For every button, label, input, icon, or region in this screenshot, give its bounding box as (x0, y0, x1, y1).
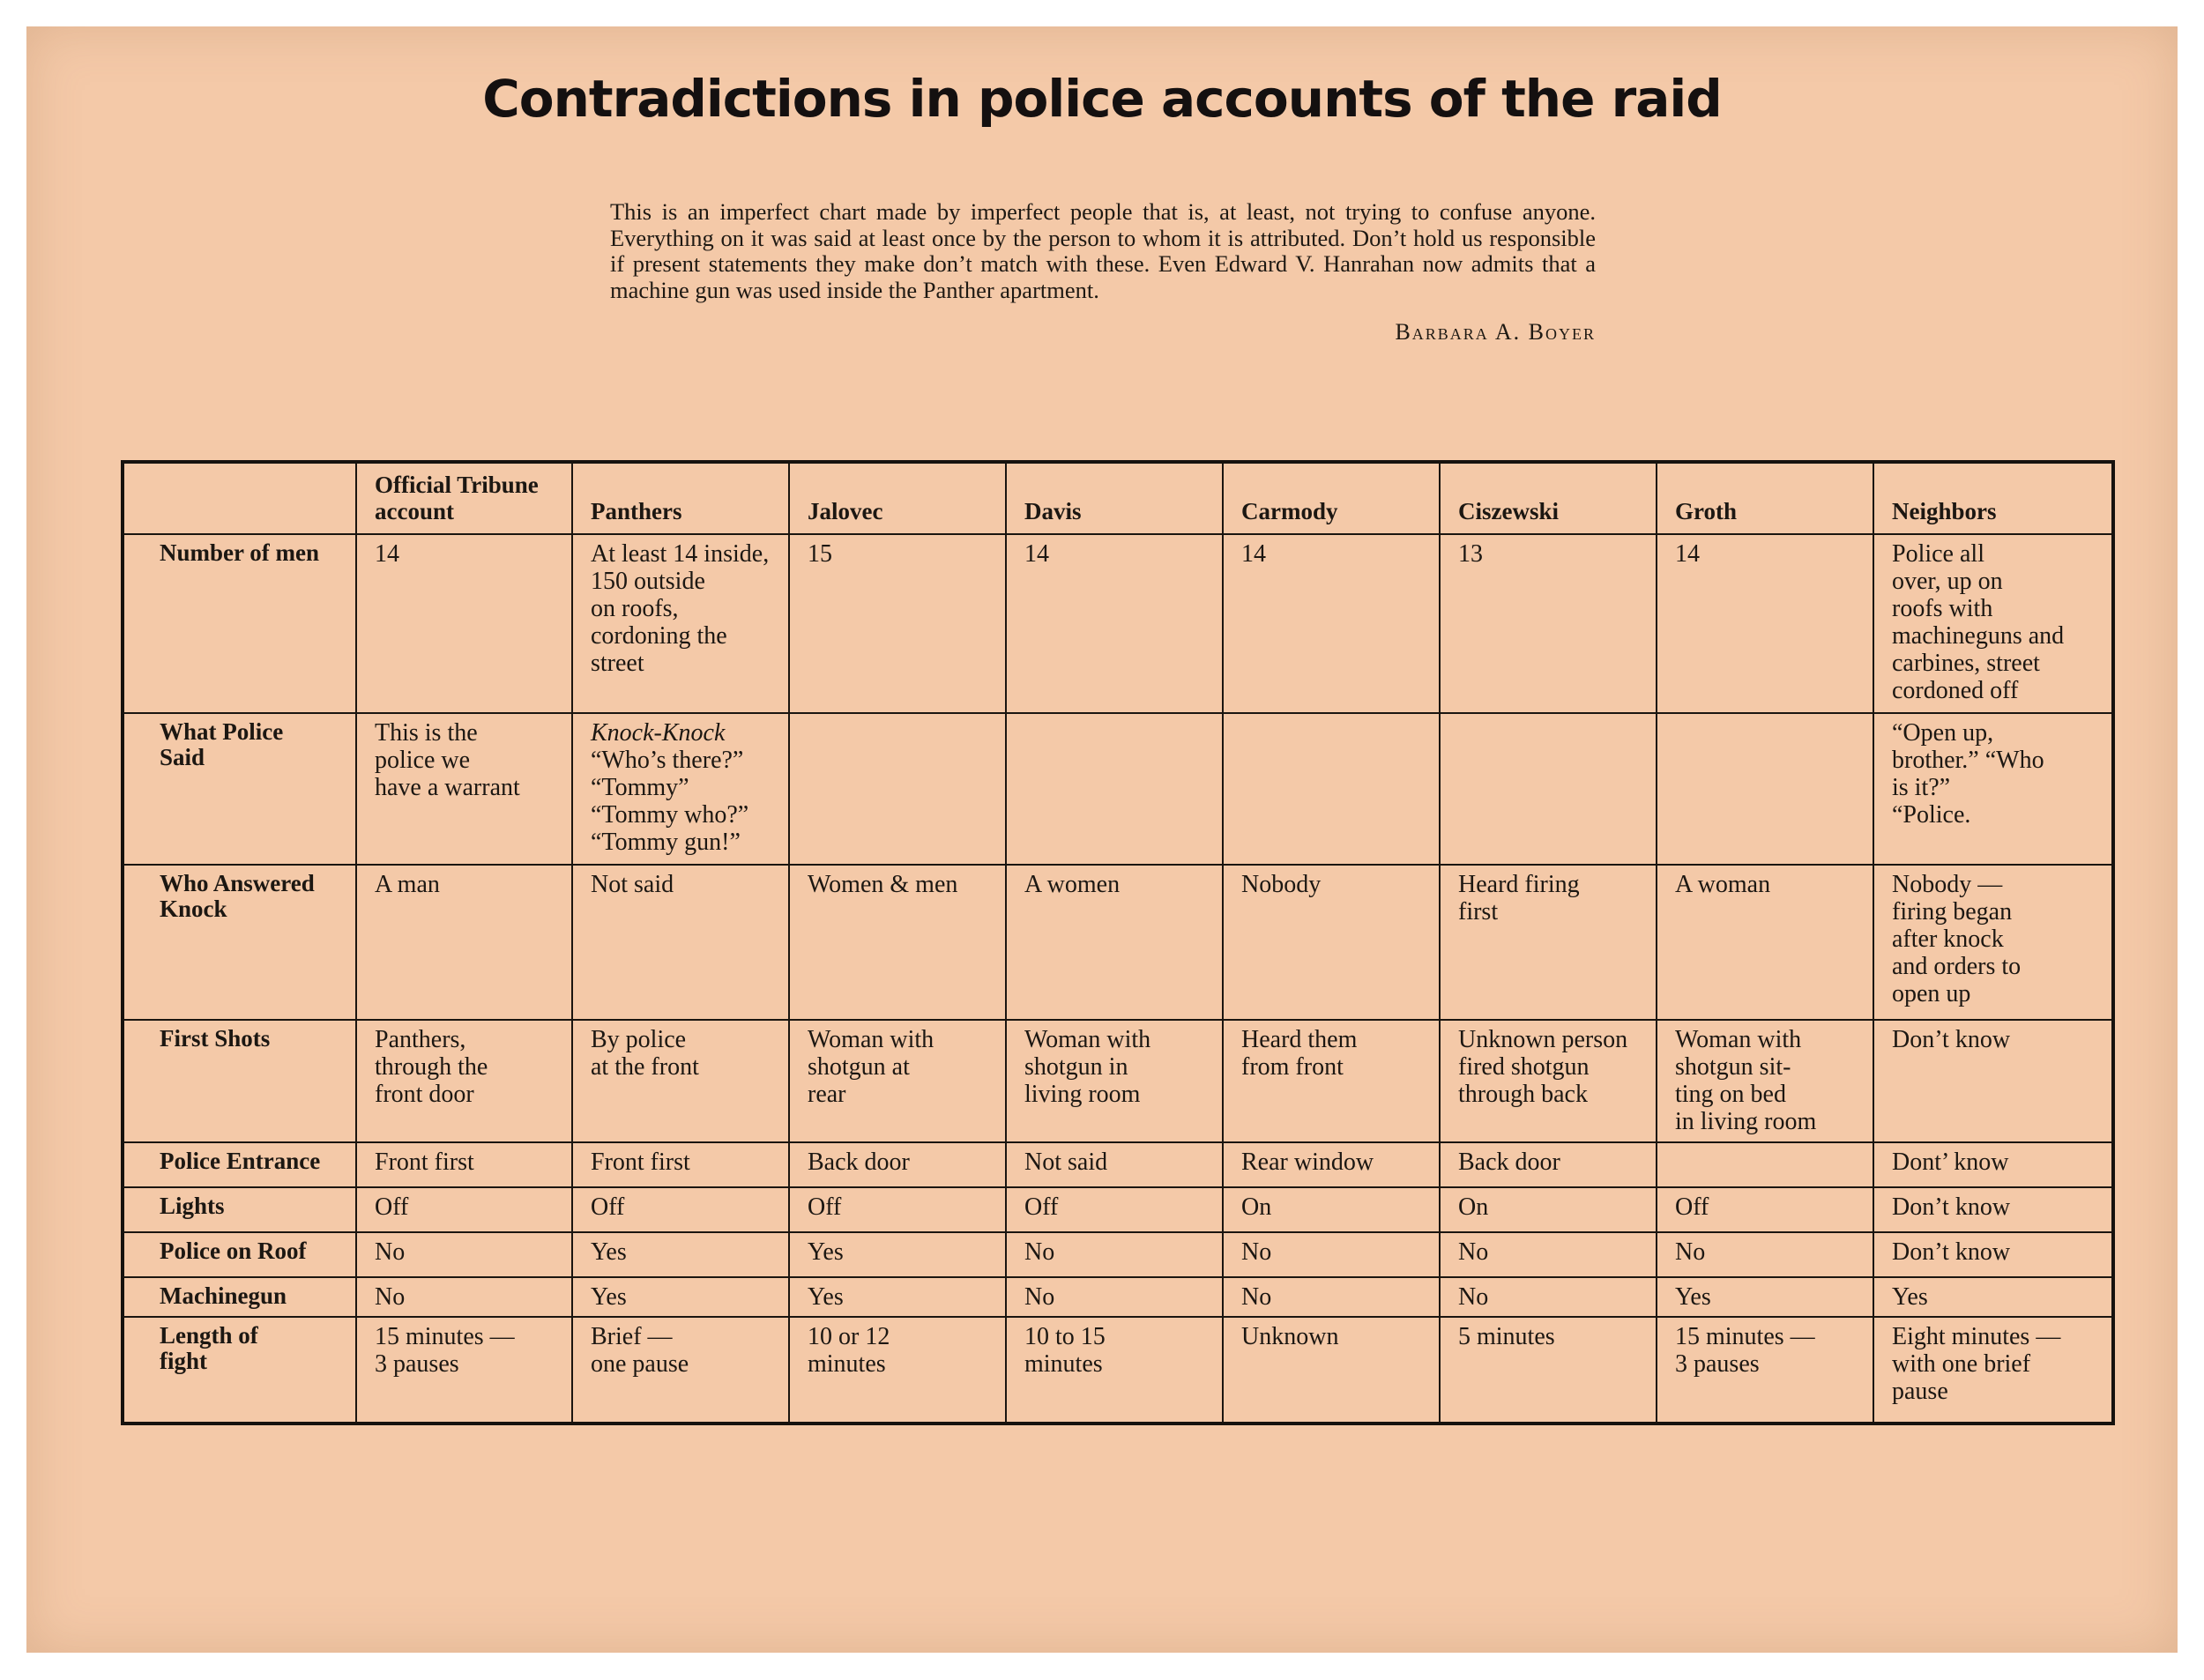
table-cell (1657, 1020, 1873, 1142)
table-cell (356, 1020, 572, 1142)
cell-text-line: On (1458, 1193, 1489, 1221)
cell-text-line: front door (375, 1080, 474, 1108)
cell-text-line: Off (808, 1193, 842, 1221)
cell-text-line: 150 outside (591, 568, 705, 595)
cell-text-line: pause (1892, 1378, 1948, 1406)
cell-text-line: What Police (160, 717, 284, 745)
cell-text-line: ting on bed (1675, 1080, 1786, 1108)
row-header (123, 1317, 356, 1424)
cell-text-line: 13 (1458, 540, 1483, 568)
table-cell (1223, 1142, 1440, 1187)
cell-text-line: Panthers, (375, 1025, 466, 1053)
table-cell (1006, 1020, 1223, 1142)
cell-text-line: Number of men (160, 539, 319, 566)
cell-text-line: Length of (160, 1322, 258, 1349)
cell-text-line: 5 minutes (1458, 1323, 1555, 1351)
table-cell (1006, 1232, 1223, 1277)
cell-text-line: No (1024, 1238, 1055, 1266)
table-cell (1440, 1187, 1657, 1232)
cell-text-line: A woman (1675, 870, 1771, 898)
table-cell (572, 1187, 789, 1232)
cell-text-line: No (1241, 1283, 1272, 1312)
table-cell (1657, 865, 1873, 1020)
cell-text-line: over, up on (1892, 568, 2003, 595)
table-cell (1873, 534, 2113, 713)
cell-text-line: Woman with (1024, 1025, 1151, 1053)
table-cell (1873, 1142, 2113, 1187)
cell-text-line: shotgun at (808, 1052, 910, 1081)
cell-text-line: Front first (375, 1148, 474, 1176)
table-cell (1440, 1020, 1657, 1142)
table-row (123, 713, 2113, 865)
cell-text-line: is it?” (1892, 773, 1951, 801)
cell-text-line: Yes (1892, 1283, 1928, 1312)
cell-text-line: shotgun sit- (1675, 1052, 1791, 1081)
cell-text-line: have a warrant (375, 773, 520, 801)
table-cell (789, 534, 1006, 713)
cell-text-line: 14 (1675, 540, 1700, 568)
cell-text-line: Ciszewski (1458, 498, 1559, 524)
cell-text-line: minutes (1024, 1350, 1103, 1379)
table-cell (572, 865, 789, 1020)
cell-text-line: At least 14 inside, (591, 540, 770, 568)
cell-text-line: No (1024, 1283, 1055, 1312)
table-cell (789, 1277, 1006, 1317)
table-row (123, 865, 2113, 1020)
cell-text-line: 10 or 12 (808, 1323, 890, 1351)
cell-text-line: Groth (1675, 498, 1738, 524)
table-cell (572, 1232, 789, 1277)
table-cell (1873, 1187, 2113, 1232)
table-cell (1440, 1277, 1657, 1317)
table-cell (1223, 1232, 1440, 1277)
row-header (123, 1232, 356, 1277)
row-header (123, 1277, 356, 1317)
table-cell (1873, 865, 2113, 1020)
table-cell (1873, 1020, 2113, 1142)
table-cell (1223, 1020, 1440, 1142)
cell-text-line: roofs with (1892, 595, 1993, 622)
row-header (123, 1142, 356, 1187)
cell-text-line: through the (375, 1052, 488, 1081)
cell-text-line: from front (1241, 1052, 1344, 1081)
cell-text-line: Knock-Knock (591, 718, 726, 747)
table-cell (789, 1317, 1006, 1424)
cell-text-line: First Shots (160, 1024, 271, 1052)
cell-text-line: 3 pauses (375, 1350, 459, 1379)
cell-text-line: Woman with (808, 1025, 934, 1053)
cell-text-line: Neighbors (1892, 498, 1997, 524)
cell-text-line: No (1675, 1238, 1706, 1266)
cell-text-line: Unknown (1241, 1323, 1339, 1351)
cell-text-line: first (1458, 897, 1499, 925)
cell-text-line: Yes (808, 1238, 844, 1266)
table-cell (356, 1142, 572, 1187)
table-cell (1657, 1187, 1873, 1232)
row-header (123, 1020, 356, 1142)
table-cell (789, 713, 1006, 865)
table-cell (1006, 1142, 1223, 1187)
cell-text-line: No (1241, 1238, 1272, 1266)
table-cell (1223, 1317, 1440, 1424)
table-cell (1006, 713, 1223, 865)
table-cell (356, 865, 572, 1020)
cell-text-line: Yes (1675, 1283, 1711, 1312)
cell-text-line: Woman with (1675, 1025, 1802, 1053)
cell-text-line: This is the (375, 718, 478, 747)
table-cell (356, 1277, 572, 1317)
page-title: Contradictions in police accounts of the raid (482, 69, 1722, 129)
cell-text-line: Said (160, 743, 205, 770)
cell-text-line: brother.” “Who (1892, 746, 2044, 774)
cell-text-line: Dont’ know (1892, 1148, 2009, 1176)
column-header (1223, 462, 1440, 534)
cell-text-line: Eight minutes — (1892, 1323, 2061, 1351)
table-cell (789, 1142, 1006, 1187)
column-header (572, 462, 789, 534)
cell-text-line: minutes (808, 1350, 886, 1379)
table-cell (356, 1232, 572, 1277)
cell-text-line: Nobody (1241, 870, 1322, 898)
cell-text-line: Heard them (1241, 1025, 1358, 1053)
cell-text-line: shotgun in (1024, 1052, 1128, 1081)
cell-text-line: Don’t know (1892, 1193, 2011, 1221)
table-cell (1223, 534, 1440, 713)
table-cell (1873, 1277, 2113, 1317)
table-cell (356, 1317, 572, 1424)
row-header (123, 713, 356, 865)
cell-text-line: Rear window (1241, 1148, 1374, 1176)
cell-text-line: Back door (808, 1148, 910, 1176)
cell-text-line: Heard firing (1458, 870, 1580, 898)
cell-text-line: Off (1675, 1193, 1709, 1221)
cell-text-line: A man (375, 870, 440, 898)
cell-text-line: in living room (1675, 1107, 1817, 1135)
cell-text-line: with one brief (1892, 1350, 2031, 1379)
cell-text-line: Panthers (591, 498, 682, 524)
cell-text-line: “Open up, (1892, 718, 1994, 747)
cell-text-line: Official Tribune (375, 472, 539, 498)
column-header (1440, 462, 1657, 534)
table-cell (1006, 1187, 1223, 1232)
table-cell (1657, 1232, 1873, 1277)
table-row (123, 1187, 2113, 1232)
author-byline: Barbara A. Boyer (1395, 319, 1596, 345)
cell-text-line: 15 (808, 540, 832, 568)
cell-text-line: Lights (160, 1192, 225, 1219)
column-header (1006, 462, 1223, 534)
table-cell (1440, 1232, 1657, 1277)
cell-text-line: Not said (1024, 1148, 1108, 1176)
cell-text-line: carbines, street (1892, 650, 2040, 677)
table-row (123, 1020, 2113, 1142)
cell-text-line: Police Entrance (160, 1147, 321, 1174)
row-header (123, 534, 356, 713)
table-cell (356, 1187, 572, 1232)
table-cell (1657, 1317, 1873, 1424)
cell-text-line: account (375, 498, 454, 524)
table-row (123, 1142, 2113, 1187)
table-cell (1657, 1277, 1873, 1317)
cell-text-line: Knock (160, 895, 227, 922)
header-row (123, 462, 2113, 534)
cell-text-line: rear (808, 1080, 846, 1108)
cell-text-line: “Police. (1892, 800, 1971, 829)
table-cell (572, 1020, 789, 1142)
cell-text-line: Off (1024, 1193, 1059, 1221)
cell-text-line: living room (1024, 1080, 1141, 1108)
table-body (123, 534, 2113, 1424)
cell-text-line: on roofs, (591, 595, 679, 622)
cell-text-line: Off (591, 1193, 625, 1221)
cell-text-line: cordoned off (1892, 677, 2019, 704)
table-cell (789, 865, 1006, 1020)
cell-text-line: Jalovec (808, 498, 883, 524)
table-cell (789, 1020, 1006, 1142)
cell-text-line: On (1241, 1193, 1272, 1221)
cell-text-line: Don’t know (1892, 1025, 2011, 1053)
cell-text-line: 15 minutes — (375, 1323, 515, 1351)
table-cell (1223, 865, 1440, 1020)
cell-text-line: Davis (1024, 498, 1082, 524)
cell-text-line: “Who’s there?” (591, 746, 744, 774)
cell-text-line: Machinegun (160, 1282, 287, 1310)
cell-text-line: 3 pauses (1675, 1350, 1760, 1379)
cell-text-line: firing began (1892, 897, 2013, 925)
cell-text-line: Police all (1892, 540, 1984, 568)
cell-text-line: machineguns and (1892, 622, 2065, 650)
table-cell (1873, 1317, 2113, 1424)
cell-text-line: Carmody (1241, 498, 1338, 524)
cell-text-line: one pause (591, 1350, 689, 1379)
row-header (123, 865, 356, 1020)
cell-text-line: 14 (1241, 540, 1266, 568)
cell-text-line: By police (591, 1025, 687, 1053)
table-cell (789, 1232, 1006, 1277)
column-header (356, 462, 572, 534)
cell-text-line: and orders to (1892, 952, 2022, 980)
column-header (789, 462, 1006, 534)
table-cell (789, 1187, 1006, 1232)
cell-text-line: Front first (591, 1148, 690, 1176)
cell-text-line: open up (1892, 979, 1971, 1007)
table-row (123, 1317, 2113, 1424)
cell-text-line: 10 to 15 (1024, 1323, 1106, 1351)
cell-text-line: street (591, 650, 644, 677)
table-row (123, 534, 2113, 713)
cell-text-line: “Tommy” (591, 773, 689, 801)
cell-text-line: Brief — (591, 1323, 673, 1351)
row-header (123, 1187, 356, 1232)
table-cell (572, 534, 789, 713)
table-cell (1440, 865, 1657, 1020)
cell-text-line: Off (375, 1193, 409, 1221)
cell-text-line: through back (1458, 1080, 1588, 1108)
cell-text-line: “Tommy who?” (591, 800, 749, 829)
cell-text-line: No (1458, 1283, 1489, 1312)
cell-text-line: 15 minutes — (1675, 1323, 1815, 1351)
table-cell (1657, 534, 1873, 713)
corner-cell (123, 462, 356, 534)
table-cell (572, 1317, 789, 1424)
cell-text-line: fight (160, 1348, 207, 1375)
intro-paragraph: This is an imperfect chart made by imperfect people that is, at least, not trying to confuse anyone. Everything on it was said at least once by the person to whom it is attributed. Don’t hold us responsible if present statements they make don’t match with these. Even Edward V. Hanrahan now admits that a machine gun was used inside the Panther apartment. (610, 198, 1596, 303)
cell-text-line: Yes (591, 1283, 627, 1312)
cell-text-line: Not said (591, 870, 674, 898)
accounts-table (121, 460, 2115, 1425)
cell-text-line: “Tommy gun!” (591, 828, 741, 856)
cell-text-line: fired shotgun (1458, 1052, 1590, 1081)
cell-text-line: after knock (1892, 925, 2004, 953)
cell-text-line: Unknown person (1458, 1025, 1628, 1053)
table-cell (572, 1142, 789, 1187)
cell-text-line: cordoning the (591, 622, 727, 650)
cell-text-line: Nobody — (1892, 870, 2003, 898)
cell-text-line: Don’t know (1892, 1238, 2011, 1266)
cell-text-line: Back door (1458, 1148, 1560, 1176)
cell-text-line: No (1458, 1238, 1489, 1266)
cell-text-line: No (375, 1283, 406, 1312)
cell-text-line: No (375, 1238, 406, 1266)
cell-text-line: at the front (591, 1052, 699, 1081)
table-cell (1440, 534, 1657, 713)
table-cell (1006, 1317, 1223, 1424)
cell-text-line: police we (375, 746, 471, 774)
table-cell (1657, 713, 1873, 865)
table-row (123, 1277, 2113, 1317)
table-row (123, 1232, 2113, 1277)
table-cell (1223, 1187, 1440, 1232)
column-header (1873, 462, 2113, 534)
table-cell (572, 713, 789, 865)
table-cell (1873, 713, 2113, 865)
cell-text-line: Yes (591, 1238, 627, 1266)
cell-text-line: Who Answered (160, 869, 315, 896)
column-header (1657, 462, 1873, 534)
cell-text-line: Police on Roof (160, 1238, 307, 1264)
table-cell (1657, 1142, 1873, 1187)
table-cell (1440, 1317, 1657, 1424)
table-cell (572, 1277, 789, 1317)
table-cell (1873, 1232, 2113, 1277)
cell-text-line: 14 (375, 540, 399, 568)
cell-text-line: Women & men (808, 870, 958, 898)
cell-text-line: 14 (1024, 540, 1049, 568)
table-cell (1440, 713, 1657, 865)
table-header (123, 462, 2113, 534)
cell-text-line: Yes (808, 1283, 844, 1312)
table-cell (1440, 1142, 1657, 1187)
table-cell (1006, 534, 1223, 713)
cell-text-line: A women (1024, 870, 1121, 898)
table-cell (1006, 1277, 1223, 1317)
table-cell (1223, 1277, 1440, 1317)
table-cell (356, 713, 572, 865)
table-cell (1223, 713, 1440, 865)
table-cell (356, 534, 572, 713)
table-cell (1006, 865, 1223, 1020)
